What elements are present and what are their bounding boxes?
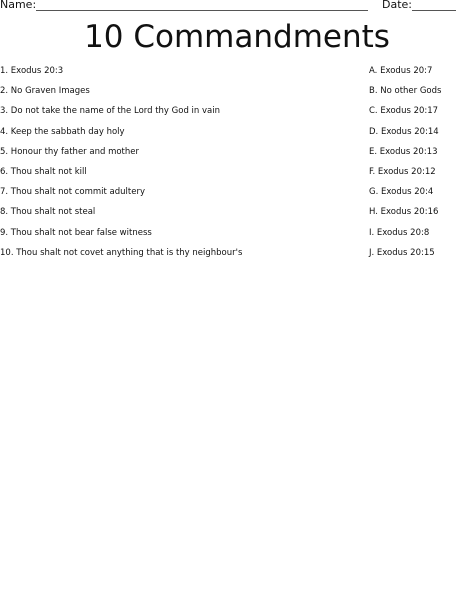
name-label: Name: — [0, 0, 37, 11]
answer-option: F. Exodus 20:12 — [369, 166, 436, 177]
clue-item: 5. Honour thy father and mother — [0, 146, 139, 157]
answer-option: A. Exodus 20:7 — [369, 66, 433, 76]
clue-item: 1. Exodus 20:3 — [0, 66, 64, 76]
matching-row — [0, 145, 474, 165]
matching-row — [0, 125, 474, 145]
matching-row — [0, 246, 474, 266]
clue-item: 3. Do not take the name of the Lord thy God in vain — [0, 106, 220, 117]
clue-item: 7. Thou shalt not commit adultery — [0, 187, 145, 198]
answer-option: G. Exodus 20:4 — [369, 187, 434, 198]
answer-option: D. Exodus 20:14 — [369, 126, 439, 137]
matching-row — [0, 104, 474, 124]
answer-option: E. Exodus 20:13 — [369, 146, 438, 157]
answer-option: B. No other Gods — [369, 86, 442, 97]
date-label: Date: — [382, 0, 412, 11]
date-blank-line[interactable] — [412, 10, 456, 11]
matching-row — [0, 226, 474, 246]
page-title: 10 Commandments — [84, 19, 390, 55]
answer-option: I. Exodus 20:8 — [369, 227, 430, 238]
matching-list — [0, 64, 474, 266]
clue-item: 4. Keep the sabbath day holy — [0, 126, 125, 137]
clue-item: 9. Thou shalt not bear false witness — [0, 227, 152, 238]
clue-item: 10. Thou shalt not covet anything that is thy neighbour's — [0, 247, 243, 258]
clue-item: 8. Thou shalt not steal — [0, 207, 96, 218]
matching-row — [0, 205, 474, 225]
answer-option: C. Exodus 20:17 — [369, 106, 439, 117]
answer-option: H. Exodus 20:16 — [369, 207, 439, 218]
matching-row — [0, 64, 474, 84]
clue-item: 6. Thou shalt not kill — [0, 166, 87, 177]
answer-option: J. Exodus 20:15 — [369, 247, 435, 258]
name-blank-line[interactable] — [36, 10, 368, 11]
matching-row — [0, 84, 474, 104]
matching-row — [0, 185, 474, 205]
worksheet-header — [0, 0, 474, 14]
matching-row — [0, 165, 474, 185]
clue-item: 2. No Graven Images — [0, 86, 90, 97]
